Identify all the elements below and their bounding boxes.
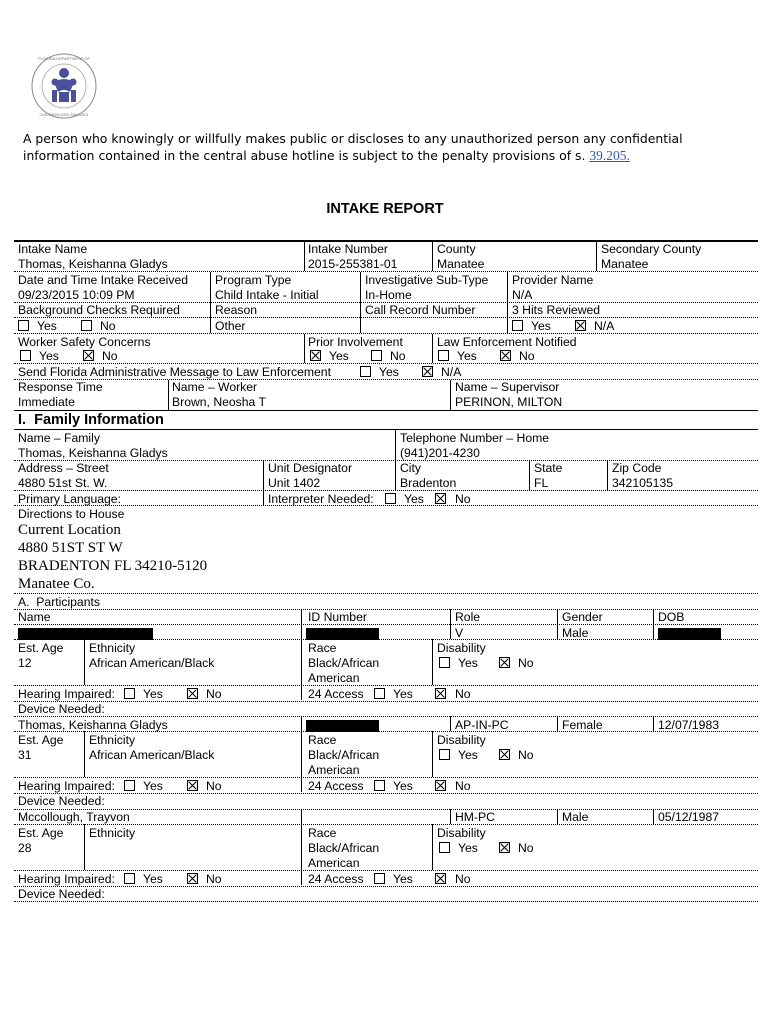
bg-checks-no-checkbox[interactable] bbox=[81, 320, 92, 331]
access-label: 24 Access bbox=[308, 687, 364, 701]
access-no-checkbox[interactable] bbox=[435, 780, 446, 791]
col-dob-header: DOB bbox=[658, 610, 685, 624]
send-admin-yes-label: Yes bbox=[379, 365, 399, 379]
access-no-label: No bbox=[455, 779, 471, 793]
access-no-label: No bbox=[455, 872, 471, 886]
program-type-label: Program Type bbox=[215, 273, 292, 287]
participant-dob: 12/07/1983 bbox=[658, 718, 719, 732]
disability-no-checkbox[interactable] bbox=[499, 657, 510, 668]
access-label: 24 Access bbox=[308, 872, 364, 886]
hearing-label: Hearing Impaired: bbox=[18, 779, 115, 793]
hits-reviewed: 3 Hits Reviewed bbox=[512, 303, 601, 317]
access-yes-label: Yes bbox=[393, 779, 413, 793]
participant-race: Black/African bbox=[308, 656, 380, 670]
disability-yes-checkbox[interactable] bbox=[439, 842, 450, 853]
ethnicity-label: Ethnicity bbox=[89, 733, 136, 747]
sub-type: In-Home bbox=[365, 288, 412, 302]
phone: (941)201-4230 bbox=[400, 446, 480, 460]
intake-number-label: Intake Number bbox=[308, 242, 388, 256]
device-label: Device Needed: bbox=[18, 794, 105, 808]
page-title: INTAKE REPORT bbox=[326, 201, 444, 217]
worker-safety-no-label: No bbox=[102, 349, 118, 363]
directions-line: 4880 51ST ST W bbox=[18, 540, 123, 556]
col-id-header: ID Number bbox=[308, 610, 367, 624]
access-yes-checkbox[interactable] bbox=[374, 873, 385, 884]
hearing-label: Hearing Impaired: bbox=[18, 687, 115, 701]
participant-age: 12 bbox=[18, 656, 32, 670]
phone-label: Telephone Number – Home bbox=[400, 431, 550, 445]
address-label: Address – Street bbox=[18, 461, 109, 475]
supervisor-name: PERINON, MILTON bbox=[455, 395, 563, 409]
intake-number: 2015-255381-01 bbox=[308, 257, 398, 271]
participant-gender: Female bbox=[562, 718, 603, 732]
ethnicity-label: Ethnicity bbox=[89, 826, 136, 840]
reason-label: Reason bbox=[215, 303, 258, 317]
access-no-checkbox[interactable] bbox=[435, 873, 446, 884]
law-notified-label: Law Enforcement Notified bbox=[437, 335, 577, 349]
directions-line: Manatee Co. bbox=[18, 576, 95, 592]
worker-safety-no-checkbox[interactable] bbox=[83, 350, 94, 361]
state: FL bbox=[534, 476, 549, 490]
prior-yes-label: Yes bbox=[329, 349, 349, 363]
send-admin-na-checkbox[interactable] bbox=[422, 366, 433, 377]
zip: 342105135 bbox=[612, 476, 674, 490]
prior-no-label: No bbox=[390, 349, 406, 363]
participant-race-cont: American bbox=[308, 763, 360, 777]
secondary-county-label: Secondary County bbox=[601, 242, 702, 256]
hearing-no-label: No bbox=[206, 687, 222, 701]
participant-race: Black/African bbox=[308, 748, 380, 762]
est-age-label: Est. Age bbox=[18, 641, 64, 655]
dcf-logo bbox=[30, 52, 98, 120]
participant-race: Black/African bbox=[308, 841, 380, 855]
participant-role: AP-IN-PC bbox=[455, 718, 509, 732]
unit: Unit 1402 bbox=[268, 476, 321, 490]
disability-no-label: No bbox=[518, 841, 534, 855]
participant-name: Mccollough, Trayvon bbox=[18, 810, 130, 824]
disability-no-checkbox[interactable] bbox=[499, 749, 510, 760]
participant-name: Thomas, Keishanna Gladys bbox=[18, 718, 168, 732]
secondary-county: Manatee bbox=[601, 257, 649, 271]
worker-safety-yes-checkbox[interactable] bbox=[20, 350, 31, 361]
participant-ethnicity: African American/Black bbox=[89, 748, 215, 762]
hearing-label: Hearing Impaired: bbox=[18, 872, 115, 886]
bg-checks-no-label: No bbox=[100, 319, 116, 333]
family-name: Thomas, Keishanna Gladys bbox=[18, 446, 168, 460]
interpreter-label: Interpreter Needed: bbox=[268, 492, 374, 506]
hearing-yes-checkbox[interactable] bbox=[124, 873, 135, 884]
participant-gender: Male bbox=[562, 810, 589, 824]
address: 4880 51st St. W. bbox=[18, 476, 108, 490]
hearing-yes-label: Yes bbox=[143, 872, 163, 886]
disability-yes-label: Yes bbox=[458, 748, 478, 762]
svg-text:FLORIDA DEPARTMENT OF: FLORIDA DEPARTMENT OF bbox=[37, 56, 91, 61]
hearing-no-label: No bbox=[206, 872, 222, 886]
family-name-label: Name – Family bbox=[18, 431, 100, 445]
worker-label: Name – Worker bbox=[172, 380, 258, 394]
disability-yes-checkbox[interactable] bbox=[439, 657, 450, 668]
participant-race-cont: American bbox=[308, 671, 360, 685]
send-admin-label: Send Florida Administrative Message to Law Enforcement bbox=[18, 365, 331, 379]
access-yes-checkbox[interactable] bbox=[374, 688, 385, 699]
state-label: State bbox=[534, 461, 563, 475]
hearing-no-checkbox[interactable] bbox=[187, 688, 198, 699]
intake-name: Thomas, Keishanna Gladys bbox=[18, 257, 168, 271]
col-gender-header: Gender bbox=[562, 610, 603, 624]
prior-yes-checkbox[interactable] bbox=[310, 350, 321, 361]
interpreter-no-checkbox[interactable] bbox=[435, 493, 446, 504]
response-time-label: Response Time bbox=[18, 380, 103, 394]
response-time: Immediate bbox=[18, 395, 75, 409]
confidentiality-notice bbox=[23, 130, 683, 164]
participant-age: 28 bbox=[18, 841, 32, 855]
access-yes-checkbox[interactable] bbox=[374, 780, 385, 791]
hits-yes-label: Yes bbox=[531, 319, 551, 333]
disability-no-label: No bbox=[518, 748, 534, 762]
race-label: Race bbox=[308, 733, 337, 747]
provider-label: Provider Name bbox=[512, 273, 594, 287]
county-label: County bbox=[437, 242, 476, 256]
law-notified-no-checkbox[interactable] bbox=[500, 350, 511, 361]
est-age-label: Est. Age bbox=[18, 826, 64, 840]
send-admin-yes-checkbox[interactable] bbox=[360, 366, 371, 377]
hits-yes-checkbox[interactable] bbox=[512, 320, 523, 331]
notice-line-1: A person who knowingly or willfully makes public or discloses to any unauthorized person any confidential bbox=[23, 131, 683, 146]
directions-label: Directions to House bbox=[18, 507, 125, 521]
interpreter-no-label: No bbox=[455, 492, 471, 506]
svg-text:CHILDREN AND FAMILIES: CHILDREN AND FAMILIES bbox=[39, 112, 89, 117]
participant-ethnicity: African American/Black bbox=[89, 656, 215, 670]
participant-dob: 05/12/1987 bbox=[658, 810, 719, 824]
worker-safety-yes-label: Yes bbox=[39, 349, 59, 363]
hearing-yes-label: Yes bbox=[143, 687, 163, 701]
hearing-yes-checkbox[interactable] bbox=[124, 688, 135, 699]
disability-yes-checkbox[interactable] bbox=[439, 749, 450, 760]
intake-name-label: Intake Name bbox=[18, 242, 88, 256]
provider: N/A bbox=[512, 288, 533, 302]
directions-line: BRADENTON FL 34210-5120 bbox=[18, 558, 208, 574]
participant-age: 31 bbox=[18, 748, 32, 762]
bg-checks-yes-label: Yes bbox=[37, 319, 57, 333]
interpreter-yes-label: Yes bbox=[404, 492, 424, 506]
date-received: 09/23/2015 10:09 PM bbox=[18, 288, 135, 302]
disability-yes-label: Yes bbox=[458, 841, 478, 855]
worker-name: Brown, Neosha T bbox=[172, 395, 266, 409]
law-notified-no-label: No bbox=[519, 349, 535, 363]
access-label: 24 Access bbox=[308, 779, 364, 793]
participant-role: HM-PC bbox=[455, 810, 495, 824]
hits-na-checkbox[interactable] bbox=[575, 320, 586, 331]
race-label: Race bbox=[308, 641, 337, 655]
sub-type-label: Investigative Sub-Type bbox=[365, 273, 489, 287]
bg-checks-yes-checkbox[interactable] bbox=[18, 320, 29, 331]
city: Bradenton bbox=[400, 476, 457, 490]
directions-line: Current Location bbox=[18, 522, 121, 538]
prior-no-checkbox[interactable] bbox=[371, 350, 382, 361]
city-label: City bbox=[400, 461, 421, 475]
reason: Other bbox=[215, 319, 246, 333]
device-label: Device Needed: bbox=[18, 887, 105, 901]
col-name-header: Name bbox=[18, 610, 51, 624]
disability-label: Disability bbox=[437, 826, 486, 840]
hearing-yes-checkbox[interactable] bbox=[124, 780, 135, 791]
disability-no-checkbox[interactable] bbox=[499, 842, 510, 853]
access-yes-label: Yes bbox=[393, 687, 413, 701]
disability-label: Disability bbox=[437, 733, 486, 747]
disability-label: Disability bbox=[437, 641, 486, 655]
access-no-label: No bbox=[455, 687, 471, 701]
send-admin-na-label: N/A bbox=[441, 365, 462, 379]
ethnicity-label: Ethnicity bbox=[89, 641, 136, 655]
access-yes-label: Yes bbox=[393, 872, 413, 886]
hearing-no-label: No bbox=[206, 779, 222, 793]
worker-safety-label: Worker Safety Concerns bbox=[18, 335, 151, 349]
bg-checks-label: Background Checks Required bbox=[18, 303, 180, 317]
participant-gender: Male bbox=[562, 626, 589, 640]
interpreter-yes-checkbox[interactable] bbox=[385, 493, 396, 504]
participant-race-cont: American bbox=[308, 856, 360, 870]
program-type: Child Intake - Initial bbox=[215, 288, 319, 302]
language-label: Primary Language: bbox=[18, 492, 121, 506]
unit-label: Unit Designator bbox=[268, 461, 352, 475]
hits-na-label: N/A bbox=[594, 319, 615, 333]
county: Manatee bbox=[437, 257, 485, 271]
hearing-yes-label: Yes bbox=[143, 779, 163, 793]
access-no-checkbox[interactable] bbox=[435, 688, 446, 699]
participant-role: V bbox=[455, 626, 464, 640]
statute-link[interactable]: 39.205. bbox=[589, 148, 630, 163]
hearing-no-checkbox[interactable] bbox=[187, 873, 198, 884]
notice-line-2: information contained in the central abuse hotline is subject to the penalty provisions of s. bbox=[23, 148, 586, 163]
law-notified-yes-label: Yes bbox=[457, 349, 477, 363]
est-age-label: Est. Age bbox=[18, 733, 64, 747]
hearing-no-checkbox[interactable] bbox=[187, 780, 198, 791]
participants-title: A. Participants bbox=[18, 595, 100, 609]
zip-label: Zip Code bbox=[612, 461, 662, 475]
disability-no-label: No bbox=[518, 656, 534, 670]
device-label: Device Needed: bbox=[18, 702, 105, 716]
directions-text bbox=[18, 521, 207, 593]
call-record-label: Call Record Number bbox=[365, 303, 476, 317]
disability-yes-label: Yes bbox=[458, 656, 478, 670]
law-notified-yes-checkbox[interactable] bbox=[438, 350, 449, 361]
date-received-label: Date and Time Intake Received bbox=[18, 273, 189, 287]
family-section-title: I. Family Information bbox=[18, 412, 164, 428]
supervisor-label: Name – Supervisor bbox=[455, 380, 560, 394]
prior-involvement-label: Prior Involvement bbox=[308, 335, 403, 349]
col-role-header: Role bbox=[455, 610, 481, 624]
race-label: Race bbox=[308, 826, 337, 840]
